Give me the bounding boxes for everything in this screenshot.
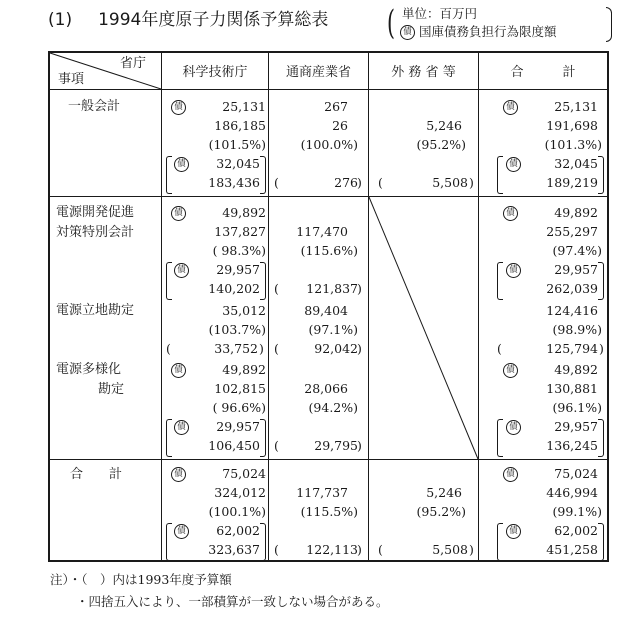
value: 33,752 — [214, 341, 258, 356]
bracket-left — [166, 262, 172, 300]
value: 32,045 — [554, 156, 598, 171]
bracket-left — [497, 523, 503, 561]
row-label-special-2: 対策特別会計 — [56, 225, 135, 240]
value: 125,794 — [546, 341, 598, 356]
value: (115.5%) — [300, 504, 358, 519]
open-paren: ( — [378, 175, 383, 190]
value: 25,131 — [554, 99, 598, 114]
row-label-sum: 合 計 — [70, 467, 123, 482]
value: 29,957 — [216, 262, 260, 277]
row-label-location: 電源立地勘定 — [56, 303, 135, 318]
value: (115.6%) — [300, 243, 358, 258]
open-paren: ( — [274, 281, 279, 296]
header-col-sta: 科学技術庁 — [182, 65, 248, 80]
unit-open-paren: ( — [387, 3, 395, 43]
sai-mark-icon: 債 — [171, 206, 186, 221]
bracket-left — [497, 156, 503, 194]
sai-mark-icon: 債 — [171, 100, 186, 115]
value: ( 98.3%) — [212, 243, 266, 258]
title-text: 1994年度原子力関係予算総表 — [98, 10, 329, 30]
value: 137,827 — [214, 224, 266, 239]
value: (97.4%) — [552, 243, 602, 258]
value: 255,297 — [546, 224, 598, 239]
bracket-right — [260, 419, 266, 457]
value: 26 — [332, 118, 348, 133]
value: 89,404 — [304, 303, 348, 318]
close-paren: ) — [469, 175, 474, 190]
value: (103.7%) — [208, 322, 266, 337]
value: 323,637 — [208, 542, 260, 557]
open-paren: ( — [274, 438, 279, 453]
bracket-right — [598, 419, 604, 457]
value: 29,957 — [554, 419, 598, 434]
bracket-left — [166, 523, 172, 561]
sai-mark-icon: 債 — [503, 363, 518, 378]
value: 5,246 — [426, 485, 462, 500]
value: 5,508 — [432, 542, 468, 557]
value: 75,024 — [554, 466, 598, 481]
header-col-miti: 通商産業省 — [285, 65, 351, 80]
value: 117,737 — [296, 485, 348, 500]
value: 262,039 — [546, 281, 598, 296]
open-paren: ( — [378, 542, 383, 557]
value: (95.2%) — [416, 137, 466, 152]
bracket-right — [260, 262, 266, 300]
value: 140,202 — [208, 281, 260, 296]
unit-line2-text: 国庫債務負担行為限度額 — [418, 24, 557, 39]
sai-mark-icon: 債 — [171, 467, 186, 482]
value: 122,113 — [306, 542, 358, 557]
value: 49,892 — [554, 205, 598, 220]
close-paren: ) — [469, 542, 474, 557]
bracket-left — [166, 419, 172, 457]
close-paren: ) — [357, 542, 362, 557]
sai-mark-icon: 債 — [503, 100, 518, 115]
value: (99.1%) — [552, 504, 602, 519]
value: 49,892 — [554, 362, 598, 377]
value: (96.1%) — [552, 400, 602, 415]
value: 5,508 — [432, 175, 468, 190]
note-1: 注）・（ ）内は1993年度予算額 — [50, 572, 232, 587]
value: 130,881 — [546, 381, 598, 396]
sai-mark-icon: 債 — [503, 467, 518, 482]
note-2: ・四捨五入により、一部積算が一致しない場合がある。 — [76, 594, 389, 609]
value: 124,416 — [546, 303, 598, 318]
sai-mark-icon: 債 — [174, 157, 189, 172]
value: (95.2%) — [416, 504, 466, 519]
value: 121,837 — [306, 281, 358, 296]
value: (97.1%) — [308, 322, 358, 337]
bracket-left — [166, 156, 172, 194]
value: 32,045 — [216, 156, 260, 171]
bracket-right — [598, 262, 604, 300]
value: (98.9%) — [552, 322, 602, 337]
value: (94.2%) — [308, 400, 358, 415]
value: 276 — [334, 175, 358, 190]
value: 29,957 — [554, 262, 598, 277]
value: 35,012 — [222, 303, 266, 318]
value: 29,795 — [314, 438, 358, 453]
sai-mark-icon: 債 — [506, 263, 521, 278]
header-ministry-label: 省庁 — [120, 56, 147, 71]
header-item-label: 事項 — [58, 72, 85, 87]
sai-mark-icon: 債 — [400, 25, 415, 40]
open-paren: ( — [274, 175, 279, 190]
value: 5,246 — [426, 118, 462, 133]
value: 267 — [324, 99, 348, 114]
sai-mark-icon: 債 — [506, 157, 521, 172]
value: ( 96.6%) — [212, 400, 266, 415]
unit-line1: 単位：百万円 — [402, 6, 478, 21]
value: 49,892 — [222, 362, 266, 377]
bracket-right — [260, 523, 266, 561]
value: (100.0%) — [300, 137, 358, 152]
sai-mark-icon: 債 — [506, 420, 521, 435]
close-paren: ) — [357, 175, 362, 190]
bracket-right — [260, 156, 266, 194]
value: 25,131 — [222, 99, 266, 114]
value: 117,470 — [296, 224, 348, 239]
row-label-general: 一般会計 — [68, 99, 121, 114]
value: (101.5%) — [208, 137, 266, 152]
sai-mark-icon: 債 — [174, 524, 189, 539]
close-paren: ) — [357, 281, 362, 296]
value: 102,815 — [214, 381, 266, 396]
open-paren: ( — [497, 341, 502, 356]
value: (100.1%) — [208, 504, 266, 519]
value: (101.3%) — [544, 137, 602, 152]
row-label-special-1: 電源開発促進 — [56, 205, 135, 220]
sai-mark-icon: 債 — [174, 420, 189, 435]
row-label-diversify-2: 勘定 — [98, 382, 125, 397]
value: 92,042 — [314, 341, 358, 356]
header-col-mofa: 外 務 省 等 — [391, 65, 456, 80]
close-paren: ) — [357, 438, 362, 453]
bracket-left — [497, 419, 503, 457]
open-paren: ( — [166, 341, 171, 356]
value: 189,219 — [546, 175, 598, 190]
value: 186,185 — [214, 118, 266, 133]
value: 324,012 — [214, 485, 266, 500]
value: 75,024 — [222, 466, 266, 481]
value: 49,892 — [222, 205, 266, 220]
value: 183,436 — [208, 175, 260, 190]
sai-mark-icon: 債 — [503, 206, 518, 221]
sai-mark-icon: 債 — [171, 363, 186, 378]
value: 446,994 — [546, 485, 598, 500]
row-label-diversify-1: 電源多様化 — [56, 362, 122, 377]
mofa-na-diagonal — [369, 197, 478, 459]
bracket-left — [497, 262, 503, 300]
value: 106,450 — [208, 438, 260, 453]
value: 451,258 — [546, 542, 598, 557]
value: 62,002 — [554, 523, 598, 538]
value: 28,066 — [304, 381, 348, 396]
close-paren: ) — [357, 341, 362, 356]
close-paren: ) — [599, 341, 604, 356]
value: 136,245 — [546, 438, 598, 453]
title-number: (1) — [48, 10, 73, 30]
header-col-total: 合 計 — [510, 65, 576, 80]
sai-mark-icon: 債 — [174, 263, 189, 278]
value: 191,698 — [546, 118, 598, 133]
sai-mark-icon: 債 — [506, 524, 521, 539]
value: 62,002 — [216, 523, 260, 538]
close-paren: ) — [259, 341, 264, 356]
value: 29,957 — [216, 419, 260, 434]
bracket-right — [598, 156, 604, 194]
open-paren: ( — [274, 542, 279, 557]
open-paren: ( — [274, 341, 279, 356]
bracket-right — [598, 523, 604, 561]
